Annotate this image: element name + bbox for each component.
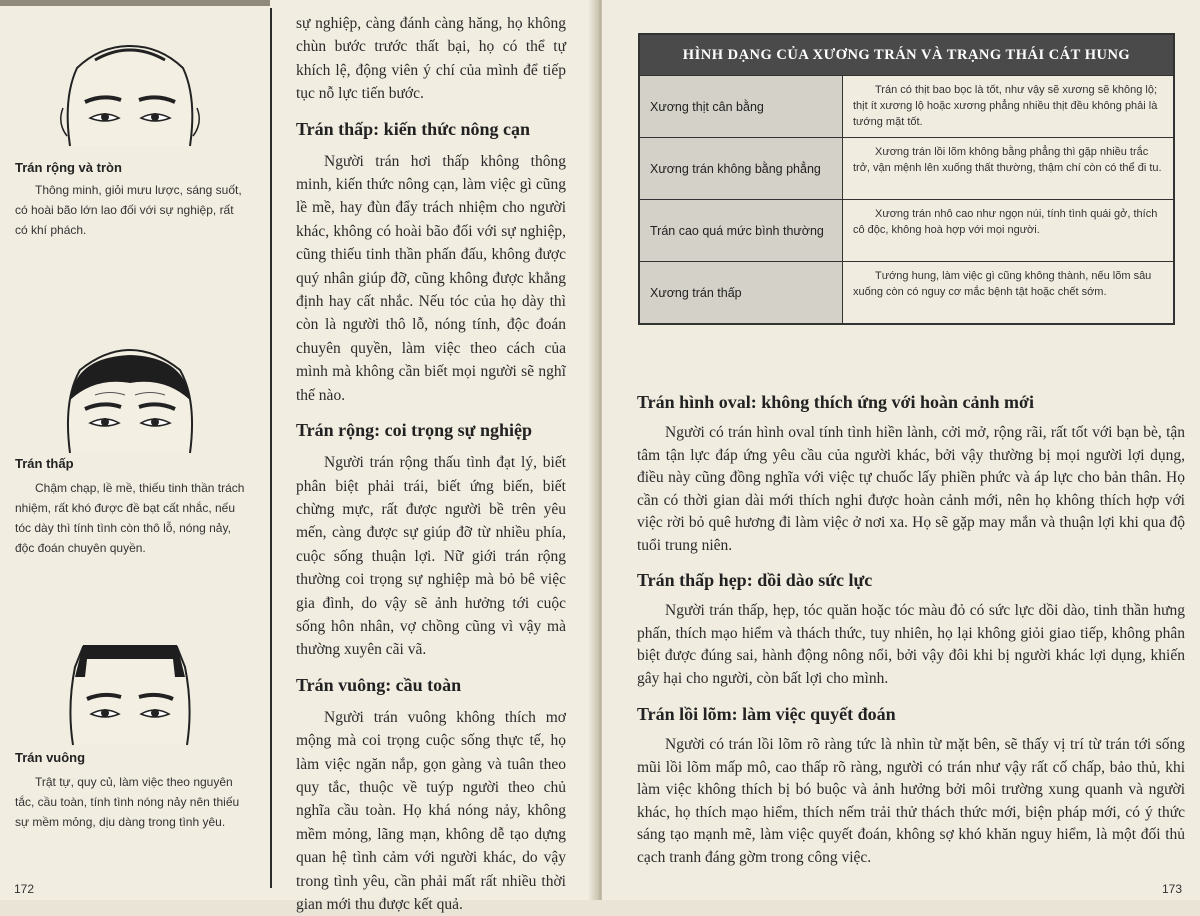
right-section-uneven [637, 704, 1185, 870]
table-category: Xương trán không bằng phẳng [640, 138, 843, 199]
caption-square: Trán vuông [15, 750, 86, 765]
table-title: HÌNH DẠNG CỦA XƯƠNG TRÁN VÀ TRẠNG THÁI CÁT HUNG [640, 35, 1173, 75]
text-low-narrow-forehead: Người trán thấp, hẹp, tóc quăn hoặc tóc màu đỏ có sức lực dồi dào, tinh thần hưng phấn, thích mạo hiểm và thách thức, tuy nhiên, họ lại không giỏi giao tiếp, không phân biệt được đúng sai, hành động nông nổi, bởi vậy đôi khi bị người khác lợi dụng, khiến gây hại cho người, còn bất lợi cho mình. [637, 602, 1185, 687]
heading-low-forehead: Trán thấp: kiến thức nông cạn [296, 118, 531, 139]
face-illustration-square [55, 637, 205, 747]
text-wide-forehead: Người trán rộng thấu tình đạt lý, biết phân biệt phải trái, biết ứng biến, biết chừng mực, rất được người bề trên yêu mến, càng được sự giúp đỡ từ nhiều phía, cuộc sống thuận lợi. Nữ giới trán rộng thường coi trọng sự nghiệp mà bỏ bê việc gia đình, do vậy sẽ ảnh hưởng tới cuộc sống hôn nhân, vợ chồng cũng vì vậy mà thường xuyên cãi vã. [296, 454, 566, 659]
table-row [640, 261, 1173, 323]
heading-wide-forehead: Trán rộng: coi trọng sự nghiệp [296, 420, 532, 441]
table-category: Trán cao quá mức bình thường [640, 200, 843, 261]
text-uneven-forehead: Người có trán lồi lõm rõ ràng tức là nhìn từ mặt bên, sẽ thấy vị trí từ trán tới sống mũi lồi lõm mấp mô, cao thấp rõ ràng, người có trán như vậy rất cố chấp, bảo thủ, khi làm việc không thích bị bó buộc và ảnh hưởng bởi môi trường xung quanh và người khác, họ thích mạo hiểm, thích nếm trải thử thách thức mới, biện pháp mới, có ý thức sáng tạo mạnh mẽ, làm việc quyết đoán, không sợ khó khăn nguy hiểm, là một đối thủ cạch tranh đáng gờm trong công việc. [637, 736, 1185, 866]
column-divider [270, 8, 272, 888]
face-illustration-low [55, 345, 205, 455]
text-square-forehead: Người trán vuông không thích mơ mộng mà coi trọng cuộc sống thực tế, họ làm việc ngăn nắp, gọn gàng và tuân theo quy tắc, thuộc về tuýp người theo chủ nghĩa cầu toàn. Họ khá nóng nảy, không mềm mỏng, lãng mạn, không dễ tạo dựng quan hệ tình cảm với người khác, do vậy trong tình yêu, cần phải mất rất nhiều thời gian mới thu được kết quả. [296, 708, 566, 913]
table-row [640, 75, 1173, 137]
left-page [0, 0, 598, 913]
desc-square: Trật tự, quy củ, làm việc theo nguyên tắc, cầu toàn, tính tình nóng nảy nên thiếu sự mềm mỏng, dịu dàng trong tình yêu. [15, 775, 240, 829]
page-number-left: 172 [14, 882, 35, 896]
right-section-low-narrow [637, 570, 1185, 690]
table-category: Xương trán thấp [640, 262, 843, 323]
caption-low: Trán thấp [15, 456, 74, 471]
intro-text: sự nghiệp, càng đánh càng hăng, họ không chùn bước trước thất bại, họ có thể tự khích lệ, động viên ý chí của mình để tiếp tục nỗ lực tiến bước. [296, 15, 566, 103]
table-description: Xương trán nhô cao như ngọn núi, tính tình quái gở, thích cô độc, không hoà hợp với mọi người. [853, 208, 1158, 236]
header-bar [0, 0, 270, 6]
heading-oval-forehead: Trán hình oval: không thích ứng với hoàn cảnh mới [637, 392, 1035, 412]
caption-wide-round: Trán rộng và tròn [15, 160, 122, 175]
text-low-forehead: Người trán hơi thấp không thông minh, kiến thức nông cạn, làm việc gì cũng lề mề, hay đùn đẩy trách nhiệm cho người khác, không có hoài bão đối với sự nghiệp, cũng thiếu tinh thần phấn đấu, không được quý nhân giúp đỡ, cũng không được khẳng định hay cất nhắc. Nếu tóc của họ dày thì còn là người thô lỗ, nóng tính, độc đoán chuyên quyền, làm việc theo cách của mình mà không cần biết mọi người sẽ nghĩ thế nào. [296, 152, 566, 404]
desc-low: Chậm chạp, lề mề, thiếu tinh thần trách nhiệm, rất khó được đề bạt cất nhắc, nếu tóc dày thì tính tình còn thô lỗ, nóng nảy, độc đoán chuyên quyền. [15, 481, 245, 555]
table-description: Xương trán lồi lõm không bằng phẳng thì gặp nhiều trắc trở, vận mệnh lên xuống thất thường, thậm chí còn có thể đi tu. [853, 146, 1162, 174]
table-description: Trán có thịt bao bọc là tốt, như vậy sẽ xương sẽ không lộ; thịt ít xương lộ hoặc xương phẳng nhiều thịt đều không phải là tướng mặt tốt. [853, 84, 1158, 128]
table-category: Xương thịt cân bằng [640, 76, 843, 137]
heading-low-narrow-forehead: Trán thấp hẹp: dồi dào sức lực [637, 570, 873, 590]
desc-wide-round: Thông minh, giỏi mưu lược, sáng suốt, có hoài bão lớn lao đối với sự nghiệp, rất có khí phách. [15, 183, 242, 237]
right-section-oval [637, 392, 1185, 558]
heading-uneven-forehead: Trán lồi lõm: làm việc quyết đoán [637, 704, 896, 724]
forehead-bone-table [638, 33, 1175, 325]
table-description: Tướng hung, làm việc gì cũng không thành, nếu lõm sâu xuống còn có nguy cơ mắc bệnh tật hoặc chết sớm. [853, 270, 1152, 298]
heading-square-forehead: Trán vuông: cầu toàn [296, 674, 462, 695]
table-row [640, 199, 1173, 261]
text-oval-forehead: Người có trán hình oval tính tình hiền lành, cởi mở, rộng rãi, rất tốt với bạn bè, tận tâm tận lực đáp ứng yêu cầu của người khác, bởi vậy thường bị mọi người lợi dụng, điều này cũng đồng nghĩa với việc tự chuốc lấy phiền phức và áp lực cho bản thân. Họ cần có thời gian dài mới thích nghi được hoàn cảnh mới, nên họ không thích hợp với việc rời bỏ quê hương đi làm việc ở nơi xa. Họ sẽ gặp may mắn và thuận lợi khi qua độ tuổi trung niên. [637, 424, 1185, 554]
face-illustration-wide-round [55, 38, 205, 148]
page-number-right: 173 [1162, 882, 1183, 896]
table-row [640, 137, 1173, 199]
left-main-column [296, 12, 566, 916]
